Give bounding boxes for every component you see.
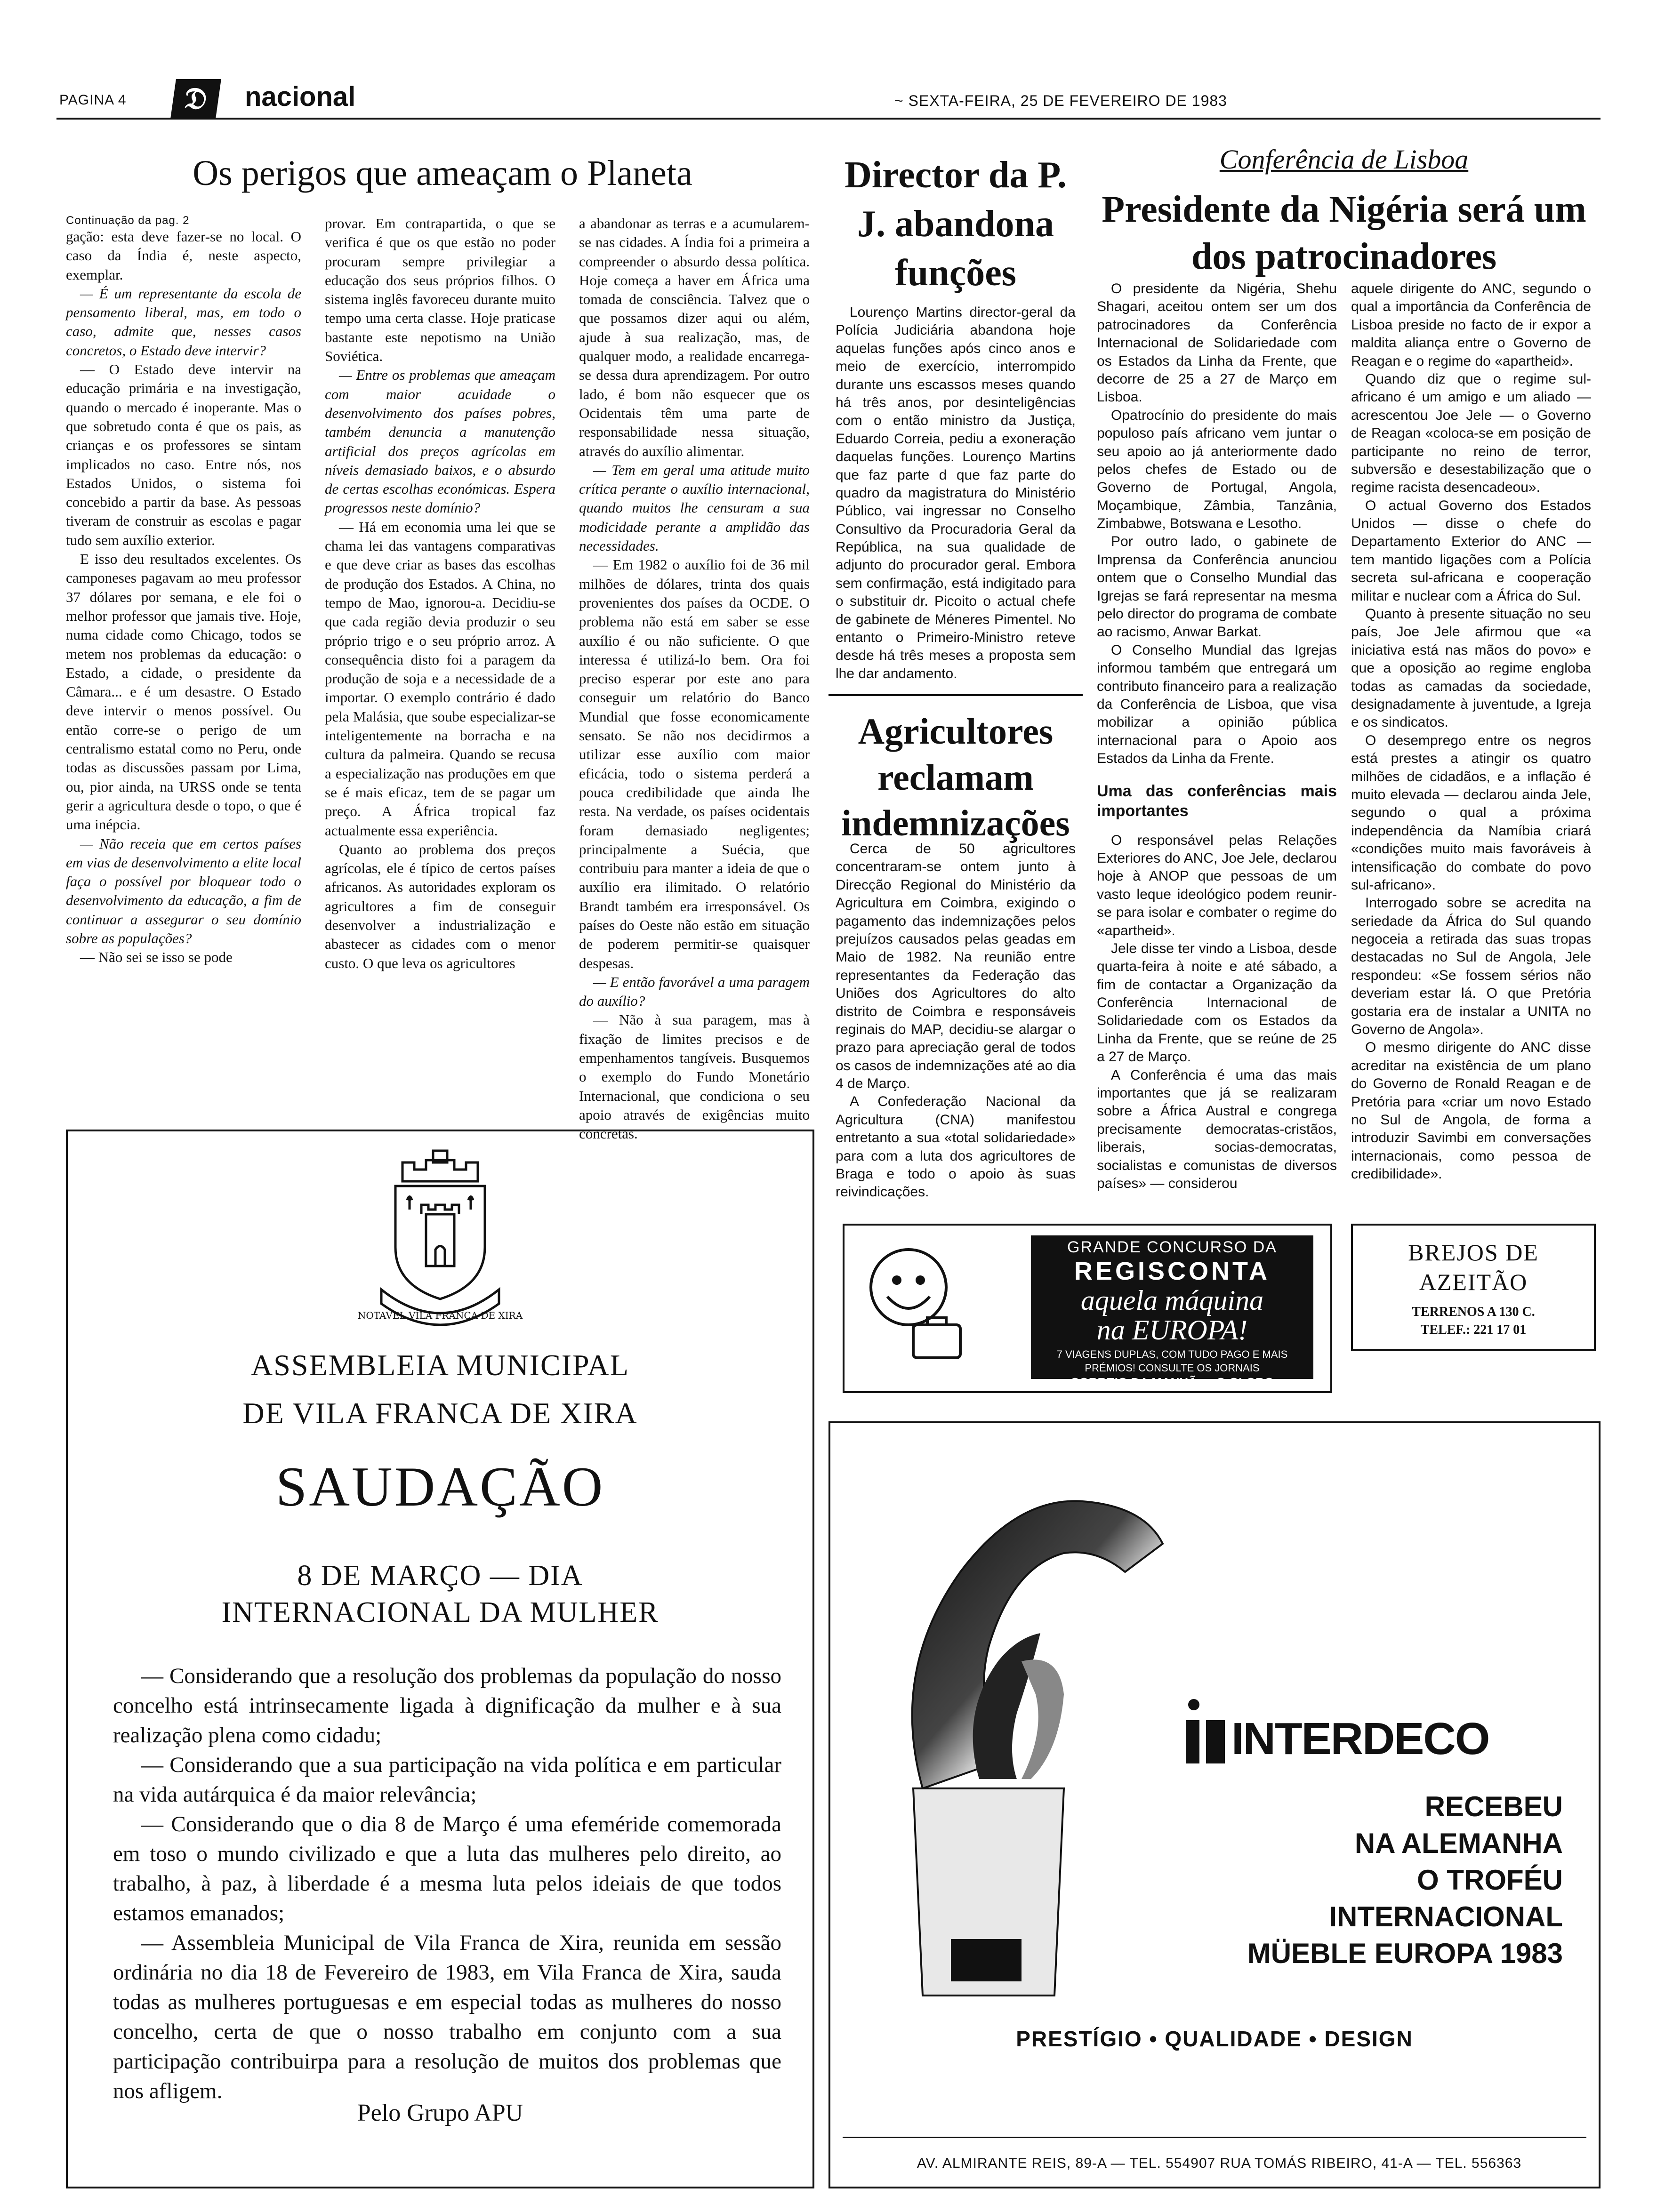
considerando-paragraph: — Considerando que a sua participação na vida política e em particular na vida autárquica é da maior relevância; xyxy=(113,1752,781,1807)
brejos-title-line: BREJOS DE xyxy=(1408,1239,1539,1266)
newspaper-logo-icon: 𝔇 xyxy=(170,79,221,119)
planeta-paragraph: — Não sei se isso se pode xyxy=(80,949,233,966)
conferencia-headline: Presidente da Nigéria será um dos patrocinadores xyxy=(1102,189,1586,277)
conferencia-paragraph: O responsável pelas Relações Exteriores do ANC, Joe Jele, declarou hoje à ANOP que pessoas de um vasto leque ideológico podem reunir-se para isolar e combater o regime do «apartheid». xyxy=(1097,832,1337,938)
dia-mulher-line: 8 DE MARÇO — DIA xyxy=(297,1560,583,1592)
planeta-question: — Não receia que em certos países em vias de desenvolvimento a elite local faça o possível por bloquear todo o desenvolvimento da educação, a fim de continuar a assegurar o seu domínio sobre as populações? xyxy=(66,835,301,946)
conferencia-paragraph: Opatrocínio do presidente do mais populoso país africano vem juntar o seu apoio ao já anteriormente dado pelos chefes de Estado ou de Governo de Portugal, Angola, Moçambique, Zâmbia, Tanzânia, Zimbabwe, Botswana e Lesotho. xyxy=(1097,407,1337,532)
conferencia-paragraph: A Conferência é uma das mais importantes que já se realizaram sobre a África Austral e congrega precisamente democratas-cristãos, liberais, socias-democratas, socialistas e comunistas de diversos países» — considerou xyxy=(1097,1067,1337,1191)
municipal-ad-signature: Pelo Grupo APU xyxy=(357,2100,523,2126)
director-body xyxy=(836,304,1076,685)
brejos-title xyxy=(1353,1238,1594,1297)
dia-mulher-line: INTERNACIONAL DA MULHER xyxy=(221,1596,659,1628)
interdeco-brand xyxy=(1186,1713,1489,1765)
conferencia-kicker: Conferência de Lisboa xyxy=(1219,144,1469,175)
continuation-note: Continuação da pag. 2 xyxy=(66,214,190,227)
brejos-price: TERRENOS A 130 C. xyxy=(1412,1305,1535,1319)
registconta-papers: TEMPO — PRIMEIRO DE JANEIRO xyxy=(1071,1390,1273,1405)
planeta-column-3 xyxy=(579,214,810,1142)
registconta-line: GRANDE CONCURSO DA xyxy=(1067,1238,1277,1256)
interdeco-logo-bar xyxy=(1186,1720,1199,1763)
municipal-ad-title xyxy=(66,1341,814,1438)
planeta-question: — É um representante da escola de pensamento liberal, mas, em todo o caso, admite que, nesses casos concretos, o Estado deve intervir? xyxy=(66,285,301,359)
municipal-ad-title-line: DE VILA FRANCA DE XIRA xyxy=(242,1396,638,1430)
registconta-ad-panel xyxy=(1031,1235,1313,1405)
planeta-column-2 xyxy=(325,214,555,1115)
considerando-paragraph: — Considerando que o dia 8 de Março é uma efeméride comemorada em toso o mundo civilizado e que a luta das mulheres pelo direito, ao trabalho, à paz, à liberdade é a mesma luta pelos ideiais de que todos estamos emanados; xyxy=(113,1811,781,1925)
director-headline: Director da P. J. abandona funções xyxy=(845,154,1067,294)
planeta-headline: Os perigos que ameaçam o Planeta xyxy=(193,153,692,193)
municipal-ad-title-line: ASSEMBLEIA MUNICIPAL xyxy=(251,1348,629,1382)
considerando-paragraph: — Considerando que a resolução dos problemas da população do nosso concelho está intrinsecamente ligada à dignificação da mulher e à sua realização plena como cidadu; xyxy=(113,1664,781,1747)
planeta-paragraph: gação: esta deve fazer-se no local. O caso da Índia é, neste aspecto, exemplar. xyxy=(66,228,301,283)
interdeco-slogan: PRESTÍGIO • QUALIDADE • DESIGN xyxy=(1016,2027,1413,2051)
conferencia-paragraph: Quanto à presente situação no seu país, Joe Jele afirmou que «a iniciativa está nas mãos do povo» e que a oposição ao regime engloba todas as camadas da sociedade, designadamente à juventude, a Igreja e os sindicatos. xyxy=(1351,606,1591,730)
municipal-crest-icon xyxy=(357,1148,523,1337)
brejos-title-line: AZEITÃO xyxy=(1419,1268,1528,1295)
svg-text:NOTAVEL VILA FRANCA DE XIRA: NOTAVEL VILA FRANCA DE XIRA xyxy=(357,1310,523,1321)
saudacao-heading: SAUDAÇÃO xyxy=(275,1455,605,1518)
planeta-paragraph: — Em 1982 o auxílio foi de 36 mil milhões de dólares, trinta dos quais provenientes dos países da OCDE. O problema não está em saber se esse auxílio é ou não suficiente. O que interessa é utilizá-lo bem. Ora foi preciso esperar por este ano para conseguir um relatório do Banco Mundial que fosse economicamente sensato. Se não nos decidirmos a utilizar esse auxílio com maior eficácia, todo o sistema perderá a pouca credibilidade que ainda lhe resta. Na verdade, os países ocidentais foram demasiado negligentes; principalmente a Suécia, que contribuiu para manter a ideia de que o auxílio era ilimitado. O relatório Brandt também era irresponsável. Os países do Oeste não estão em situação de poderem permitir-se quaisquer despesas. xyxy=(579,556,810,971)
conferencia-paragraph: O mesmo dirigente do ANC disse acreditar na existência de um plano do Governo de Ronald Reagan e de Pretória para «criar um novo Estado no Sul de Angola, de forma a introduzir Savimbi em conversações internacionais, como pessoa de credibilidade». xyxy=(1351,1040,1591,1182)
conferencia-column-2 xyxy=(1351,280,1591,1207)
dia-mulher-heading xyxy=(66,1558,814,1631)
agricultores-paragraph: A Confederação Nacional da Agricultura (CNA) manifestou entretanto a sua «total solidariedade» para com a luta dos agricultores de Braga e todo o apoio às suas reivindicações. xyxy=(836,1094,1076,1200)
planeta-paragraph: provar. Em contrapartida, o que se verifica é que os que estão no poder procuram sempre privilegiar a educação dos seus próprios filhos. O sistema inglês favoreceu durante muito tempo uma certa classe. Hoje praticase bastante este nepotismo na União Soviética. xyxy=(325,215,555,365)
conferencia-subhead: Uma das conferências mais importantes xyxy=(1097,782,1337,820)
interdeco-line: RECEBEU xyxy=(1424,1791,1563,1822)
interdeco-logo-bar xyxy=(1206,1720,1225,1763)
agricultores-paragraph: Cerca de 50 agricultores concentraram-se ontem junto à Direcção Regional do Ministério da Agricultura em Coimbra, exigindo o pagamento das indemnizações pelos prejuízos causados pelas geadas em Maio de 1982. Na reunião entre representantes da Federação das Uniões dos Agricultores do alto distrito de Coimbra e responsáveis reginais do MAP, decidiu-se alargar o prazo para apreciação geral de todos os casos de indemnizações até ao dia 4 de Março. xyxy=(836,841,1076,1092)
issue-date: ~ SEXTA-FEIRA, 25 DE FEVEREIRO DE 1983 xyxy=(894,92,1227,109)
brejos-details xyxy=(1353,1303,1594,1339)
conferencia-paragraph: Interrogado sobre se acredita na seriedade da África do Sul quando negoceia a retirada das suas tropas destacadas no Sul de Angola, Jele respondeu: «Se fossem sérios não deveriam estar lá. O que Pretória gostaria era de instalar a UNITA no Governo de Angola». xyxy=(1351,895,1591,1038)
agricultores-body xyxy=(836,840,1076,1207)
page-number: PAGINA 4 xyxy=(59,92,127,108)
brejos-ad xyxy=(1351,1224,1596,1351)
registconta-fineprint: 7 VIAGENS DUPLAS, COM TUDO PAGO E MAIS PRÉMIOS! CONSULTE OS JORNAIS xyxy=(1056,1348,1288,1374)
interdeco-line: MÜEBLE EUROPA 1983 xyxy=(1247,1938,1563,1969)
registconta-slogan: na EUROPA! xyxy=(1096,1314,1248,1346)
interdeco-line: O TROFÉU xyxy=(1417,1864,1563,1896)
registconta-brand: REGISCONTA xyxy=(1074,1257,1270,1285)
interdeco-brand-text: INTERDECO xyxy=(1231,1714,1489,1764)
conferencia-paragraph: aquele dirigente do ANC, segundo o qual a importância da Conferência de Lisboa preside no facto de ir expor a maldita aliança entre o Governo de Reagan e o regime do «apartheid». xyxy=(1351,281,1591,369)
considerando-paragraph: — Assembleia Municipal de Vila Franca de Xira, reunida em sessão ordinária no dia 18 de Fevereiro de 1983, em Vila Franca de Xira, sauda todas as mulheres portuguesas e em especial todas as mulheres do nosso concelho, certa de que o nosso trabalho em conjunto com a sua participação contribuirpa para a resolução de muitos dos problemas que nos afligem. xyxy=(113,1930,781,2103)
conferencia-paragraph: O actual Governo dos Estados Unidos — disse o chefe do Departamento Exterior do ANC — tem mantido ligações com a Polícia secreta sul-africana e cooperação militar e nuclear com a África do Sul. xyxy=(1351,497,1591,604)
interdeco-address: AV. ALMIRANTE REIS, 89-A — TEL. 554907 RUA TOMÁS RIBEIRO, 41-A — TEL. 556363 xyxy=(917,2156,1522,2171)
conferencia-paragraph: Por outro lado, o gabinete de Imprensa da Conferência anunciou ontem que o Conselho Mundial das Igrejas se fará representar na mesma pelo director do programa de combate ao racismo, Anwar Barkat. xyxy=(1097,534,1337,640)
section-title: nacional xyxy=(245,81,356,112)
header-rule xyxy=(56,118,1601,120)
planeta-paragraph: — Há em economia uma lei que se chama lei das vantagens comparativas e que deve criar as bases das escolhas de produção dos Estados. A China, no tempo de Mao, ignorou-a. Decidiu-se que cada região devia produzir o seu próprio trigo e o seu próprio arroz. A consequência disto foi a paragem da produção de soja e a necessidade de a importar. O exemplo contrário é dado pela Malásia, que soube especializar-se inteligentemente na borracha e na cultura da palmeira. Quando se recusa a especialização nas produções em que se é mais eficaz, tem de se pagar um preço. A África tropical faz actualmente essa experiência. xyxy=(325,518,555,839)
planeta-paragraph: a abandonar as terras e a acumularem-se nas cidades. A Índia foi a primeira a compreender o absurdo dessa política. Hoje começa a haver em África uma tomada de consciência. Talvez que o que possamos dizer aqui ou além, ajude à sua realização, mas, de qualquer modo, a realidade encarrega-se dessa dura aprendizagem. Por outro lado, é bom não esquecer que os Ocidentais têm uma parte de responsabilidade nessa situação, através do auxílio alimentar. xyxy=(579,215,810,459)
interdeco-line: INTERNACIONAL xyxy=(1329,1901,1563,1932)
interdeco-logo-dot xyxy=(1188,1699,1199,1710)
interdeco-line: NA ALEMANHA xyxy=(1354,1827,1563,1859)
planeta-paragraph: — Não à sua paragem, mas à fixação de limites precisos e de empenhamentos tangíveis. Busquemos o exemplo do Fundo Monetário Internacional, que condiciona o seu apoio através de exigências muito concretas. xyxy=(579,1011,810,1142)
column-rule xyxy=(828,694,1083,696)
planeta-paragraph: Quanto ao problema dos preços agrícolas, ele é típico de certos países africanos. As autoridades exploram os agricultores a fim de conseguir desenvolver a industrialização e abastecer as cidades com o menor custo. O que leva os agricultores xyxy=(325,841,555,971)
conferencia-paragraph: Jele disse ter vindo a Lisboa, desde quarta-feira à noite e até sábado, a fim de contactar a Organização da Conferência Internacional de Solidariedade com os Estados da Linha da Frente, que se reúne de 25 a 27 de Março. xyxy=(1097,940,1337,1065)
interdeco-rule xyxy=(843,2137,1586,2138)
conferencia-column-1 xyxy=(1097,280,1337,1207)
registconta-papers: CORREIO DA MANHÃ — O GLOBO xyxy=(1070,1375,1274,1390)
conferencia-paragraph: O desemprego entre os negros está prestes a atingir os quatro milhões de cidadãos, e a inflação é muito elevada — declarou ainda Jele, segundo o qual a próxima independência da Namíbia criará «condições muito mais favoráveis à intensificação do combate do povo sul-africano». xyxy=(1351,732,1591,893)
conferencia-paragraph: O Conselho Mundial das Igrejas informou também que entregará um contributo financeiro para a realização da Conferência de Lisboa, que visa mobilizar a opinião pública internacional para o Apoio aos Estados da Linha da Frente. xyxy=(1097,642,1337,767)
conferencia-paragraph: O presidente da Nigéria, Shehu Shagari, aceitou ontem ser um dos patrocinadores da Conferência Internacional de Solidariedade com os Estados da Linha da Frente, que decorre de 25 a 27 de Março em Lisboa. xyxy=(1097,281,1337,405)
interdeco-message xyxy=(1177,1788,1563,1972)
municipal-ad-body xyxy=(113,1661,781,2106)
planeta-question: — Entre os problemas que ameaçam com maior acuidade o desenvolvimento dos países pobres, também denuncia a manutenção artificial dos preços agrícolas em níveis demasiado baixos, e o absurdo de certas escolhas económicas. Espera progressos neste domínio? xyxy=(325,367,555,516)
agricultores-headline: Agricultores reclamam indemnizações xyxy=(841,711,1070,843)
director-paragraph: Lourenço Martins director-geral da Polícia Judiciária abandona hoje aquelas funções após cinco anos e meio de exercício, interrompido durante uns escassos meses quando há três anos, por desinteligências com o então ministro da Justiça, Eduardo Correia, pediu a exoneração daquelas funções. Lourenço Martins que faz parte d que faz parte do quadro da magistratura do Ministério Público, vai ingressar no Conselho Consultivo da Procuradoria Geral da República, na sua qualidade de adjunto do procurador geral. Embora sem confirmação, está indigitado para o substituir dr. Picoito o actual chefe de gabinete de Méneres Pimentel. No entanto o Primeiro-Ministro reteve desde há três meses a proposta sem lhe dar andamento. xyxy=(836,305,1076,681)
planeta-question: — Tem em geral uma atitude muito crítica perante o auxílio internacional, quando muitos lhe censuram a sua modicidade perante a amplidão das necessidades. xyxy=(579,461,810,554)
smiley-mascot-icon xyxy=(861,1242,970,1370)
trophy-sculpture-icon xyxy=(861,1450,1172,2005)
planeta-paragraph: — O Estado deve intervir na educação primária e na investigação, quando o mercado é inoperante. Mas o que sobretudo conta é que os pais, as crianças e os professores se sintam implicados no caso. Entre nós, nos Estados Unidos, o sistema foi concebido a partir da base. As pessoas tiveram de construir as escolas e pagar tudo sem auxílio exterior. xyxy=(66,361,301,548)
brejos-phone: TELEF.: 221 17 01 xyxy=(1420,1322,1527,1337)
registconta-slogan: aquela máquina xyxy=(1080,1285,1264,1316)
planeta-question: — E então favorável a uma paragem do auxílio? xyxy=(579,973,810,1010)
planeta-paragraph: E isso deu resultados excelentes. Os camponeses pagavam ao meu professor 37 dólares por semana, e ele foi o melhor professor que jamais tive. Hoje, numa cidade como Chicago, todos se metem nos problemas da educação: o Estado, a cidade, o presidente da Câmara... e é um desastre. O Estado deve intervir o menos possível. Ou então corre-se o perigo de um centralismo estatal como no Peru, onde todas as discussões passam por Lima, ou, pior ainda, na URSS onde se tenta gerir a agricultura desde o topo, o que é uma inépcia. xyxy=(66,551,301,833)
planeta-column-1 xyxy=(66,214,301,1115)
conferencia-paragraph: Quando diz que o regime sul-africano é um amigo e um aliado — acrescentou Joe Jele — o Governo de Reagan «coloca-se em posição de participante no reino de terror, subversão e desestabilização que o regime racista desencadeou». xyxy=(1351,371,1591,496)
